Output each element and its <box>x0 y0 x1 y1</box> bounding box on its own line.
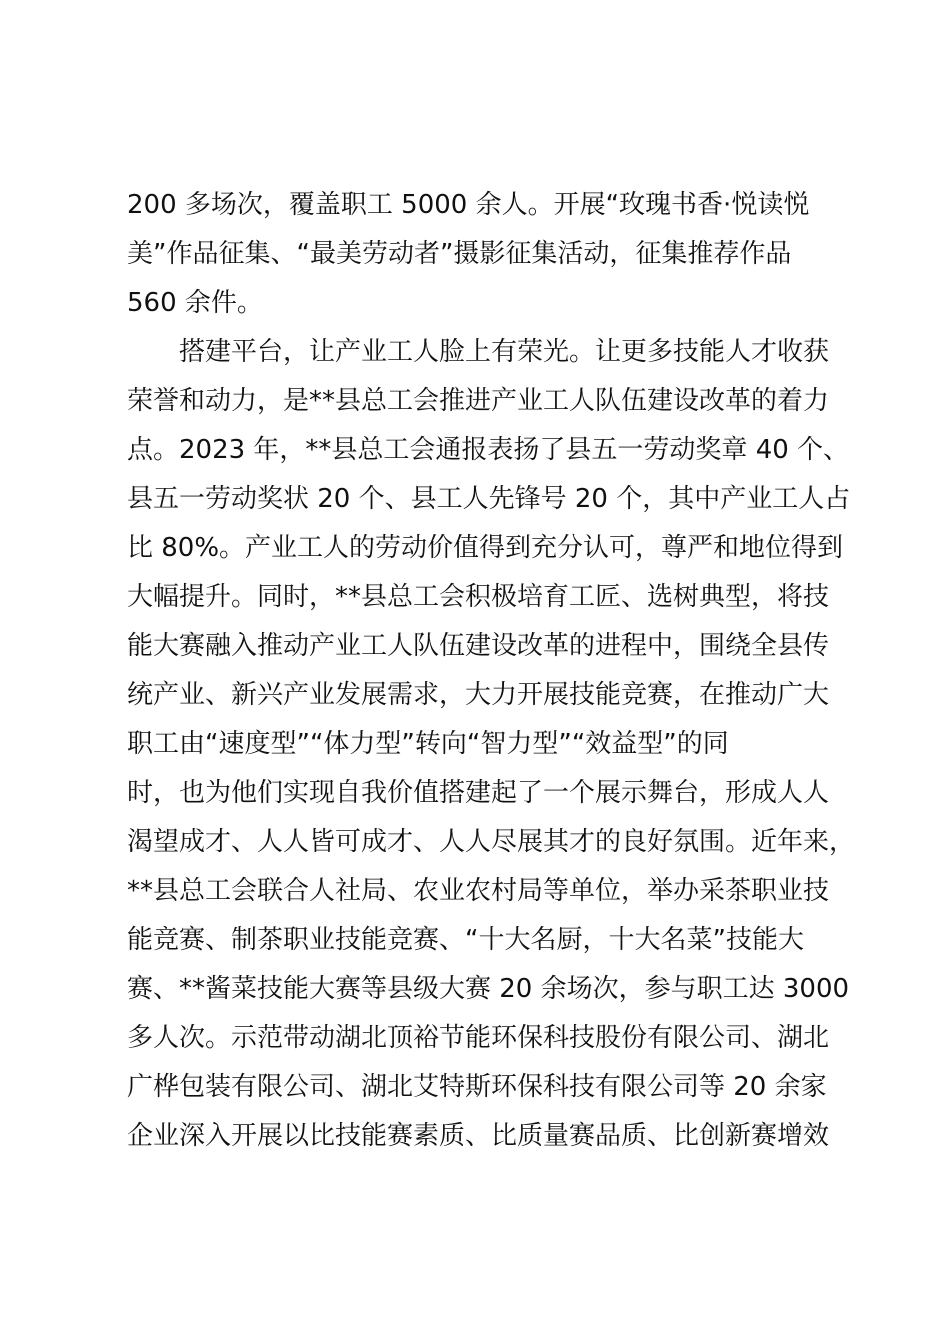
paragraph-2-line: 时，也为他们实现自我价值搭建起了一个展示舞台，形成人人 <box>127 778 830 808</box>
paragraph-2-line: 企业深入开展以比技能赛素质、比质量赛品质、比创新赛增效 <box>127 1121 830 1151</box>
paragraph-2-line: 职工由“速度型”“体力型”转向“智力型”“效益型”的同 <box>127 729 729 759</box>
paragraph-2-line: **县总工会联合人社局、农业农村局等单位，举办采茶职业技 <box>127 876 830 906</box>
paragraph-2-line: 能大赛融入推动产业工人队伍建设改革的进程中，围绕全县传 <box>127 631 830 661</box>
paragraph-2-line: 点。2023 年，**县总工会通报表扬了县五一劳动奖章 40 个、 <box>127 435 850 465</box>
paragraph-2-line: 渴望成才、人人皆可成才、人人尽展其才的良好氛围。近年来， <box>127 827 856 857</box>
paragraph-2-line: 荣誉和动力，是**县总工会推进产业工人队伍建设改革的着力 <box>127 386 830 416</box>
paragraph-1-line: 200 多场次，覆盖职工 5000 余人。开展“玫瑰书香·悦读悦 <box>127 190 810 220</box>
paragraph-1 <box>127 181 832 328</box>
paragraph-2-line: 能竞赛、制茶职业技能竞赛、“十大名厨，十大名菜”技能大 <box>127 925 804 955</box>
paragraph-2-line: 广桦包装有限公司、湖北艾特斯环保科技有限公司等 20 余家 <box>127 1072 827 1102</box>
paragraph-1-line: 美”作品征集、“最美劳动者”摄影征集活动，征集推荐作品 <box>127 239 792 269</box>
paragraph-2 <box>127 328 856 1161</box>
paragraph-2-line: 县五一劳动奖状 20 个、县工人先锋号 20 个，其中产业工人占 <box>127 484 851 514</box>
document-body <box>127 181 856 1161</box>
paragraph-2-line: 搭建平台，让产业工人脸上有荣光。让更多技能人才收获 <box>179 337 830 367</box>
paragraph-2-line: 比 80%。产业工人的劳动价值得到充分认可，尊严和地位得到 <box>127 533 844 563</box>
paragraph-2-line: 赛、**酱菜技能大赛等县级大赛 20 余场次，参与职工达 3000 <box>127 974 850 1004</box>
paragraph-2-line: 统产业、新兴产业发展需求，大力开展技能竞赛，在推动广大 <box>127 680 830 710</box>
paragraph-1-line: 560 余件。 <box>127 288 263 318</box>
paragraph-2-line: 多人次。示范带动湖北顶裕节能环保科技股份有限公司、湖北 <box>127 1023 830 1053</box>
paragraph-2-line: 大幅提升。同时，**县总工会积极培育工匠、选树典型，将技 <box>127 582 830 612</box>
